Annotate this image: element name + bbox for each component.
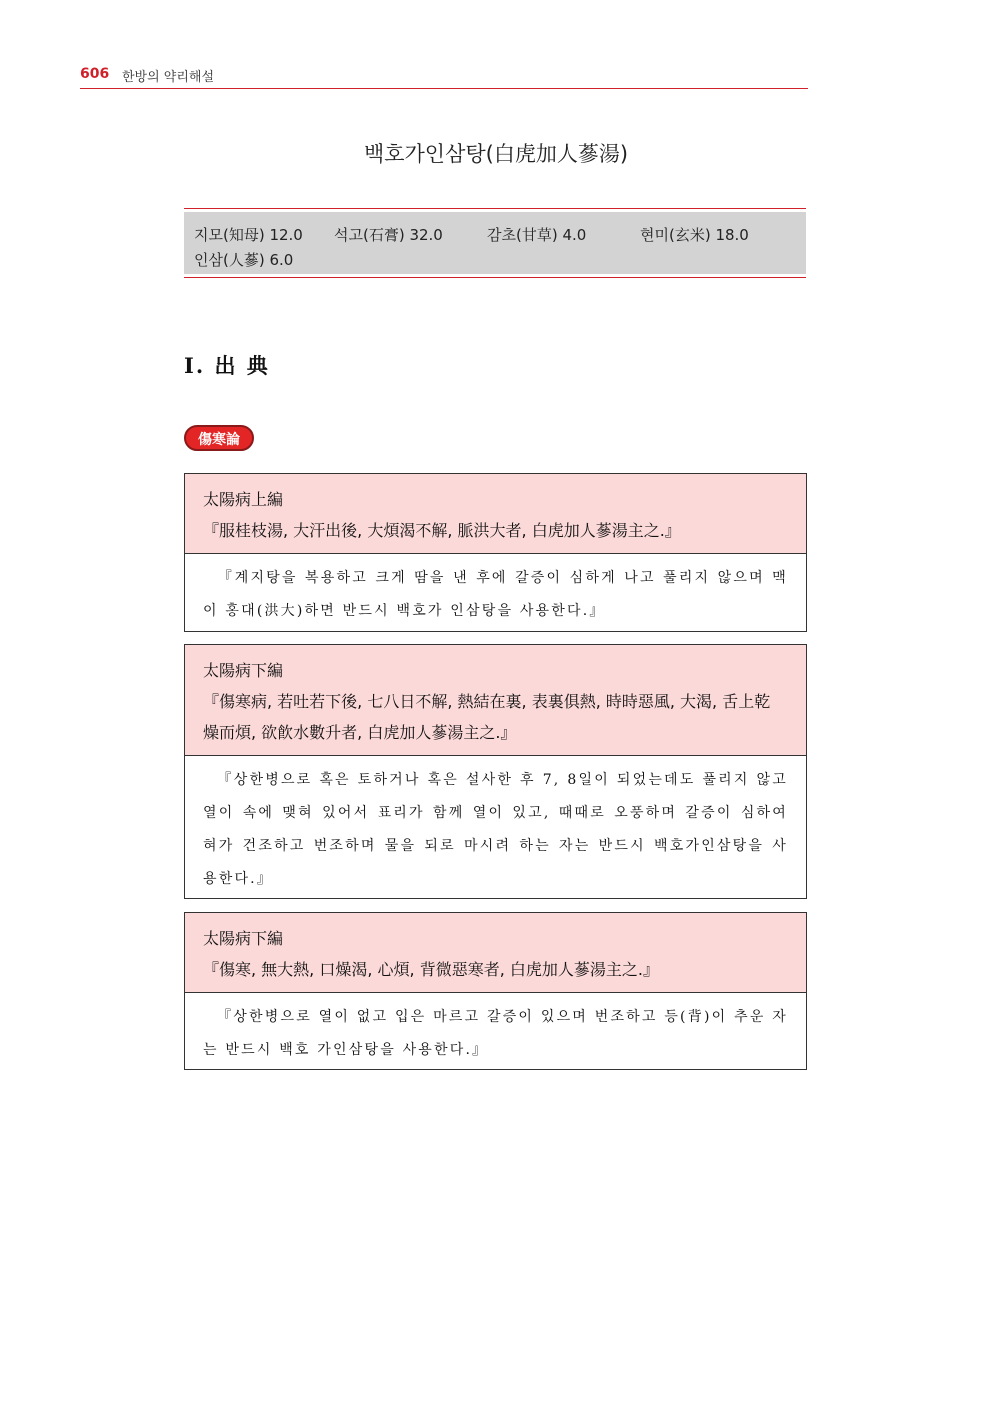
translation-block [185,756,806,902]
source-badge: 傷寒論 [184,425,254,451]
page-number: 606 [80,66,110,82]
ingredient-box [184,212,806,274]
ingredient-item: 현미(玄米) 18.0 [640,226,749,244]
original-text: 『傷寒, 無大熱, 口燥渴, 心煩, 背微惡寒者, 白虎加人蔘湯主之.』 [203,960,659,979]
ingredient-item: 지모(知母) 12.0 [194,226,303,244]
prescription-title: 백호가인삼탕(白虎加人蔘湯) [363,142,629,166]
ingredient-item: 감초(甘草) 4.0 [487,226,587,244]
chapter-label: 太陽病上編 [203,490,284,509]
page-header [80,66,808,89]
ingredient-top-rule [184,208,806,209]
original-text-block [185,645,806,756]
book-title: 한방의 약리해설 [122,70,215,85]
translation-text: 『상한병으로 혹은 토하거나 혹은 설사한 후 7, 8일이 되었는데도 풀리지 않고 열이 속에 맺혀 있어서 표리가 함께 열이 있고, 때때로 오풍하며 갈증이 심하여 혀가 건조하고 번조하며 물을 되로 마시려 하는 자는 반드시 백호가인삼탕을 사용한다.』 [203,772,788,887]
ingredient-item: 인삼(人蔘) 6.0 [194,251,294,269]
original-text-block [185,913,806,993]
quote-box [184,912,807,1070]
original-text-block [185,474,806,554]
original-text: 『傷寒病, 若吐若下後, 七八日不解, 熱結在裏, 表裏俱熱, 時時惡風, 大渴, 舌上乾 燥而煩, 欲飮水數升者, 白虎加人蔘湯主之.』 [203,692,771,742]
ingredient-bottom-rule [184,277,806,278]
chapter-label: 太陽病下編 [203,661,284,680]
quote-box [184,473,807,632]
ingredient-panel [184,208,806,278]
translation-block [185,554,806,634]
quote-box [184,644,807,899]
translation-text: 『상한병으로 열이 없고 입은 마르고 갈증이 있으며 번조하고 등(背)이 추운 자는 반드시 백호 가인삼탕을 사용한다.』 [203,1009,788,1058]
translation-text: 『계지탕을 복용하고 크게 땀을 낸 후에 갈증이 심하게 나고 풀리지 않으며 맥이 홍대(洪大)하면 반드시 백호가 인삼탕을 사용한다.』 [203,570,788,619]
translation-block [185,993,806,1073]
chapter-label: 太陽病下編 [203,929,284,948]
ingredient-item: 석고(石膏) 32.0 [334,226,443,244]
original-text: 『服桂枝湯, 大汗出後, 大煩渴不解, 脈洪大者, 白虎加人蔘湯主之.』 [203,521,681,540]
section-heading: I. 出 典 [184,353,270,378]
